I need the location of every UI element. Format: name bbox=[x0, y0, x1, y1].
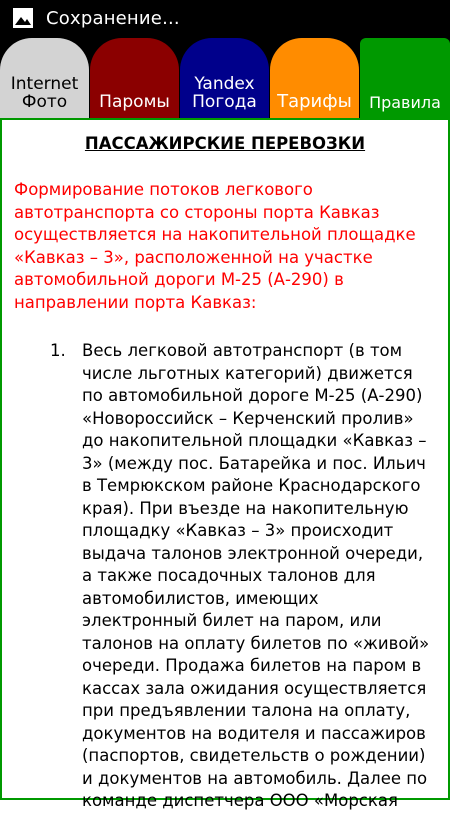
tab-internet-line1: Internet bbox=[10, 73, 79, 94]
image-icon bbox=[12, 7, 34, 29]
intro-paragraph: Формирование потоков легкового автотранспорта со стороны порта Кавказ осуществляется на накопительной площадке «Кавказ – 3», расположенной на участке автомобильной дороги М-25 (А-290) в направлении порта Кавказ: bbox=[14, 180, 416, 312]
list-item-text: Весь легковой автотранспорт (в том числе льготных категорий) движется по автомобильной дороге М-25 (А-290) «Новороссийск – Керченский пролив» до накопительной площадки «Кавказ – 3» (между пос. Батарейка и пос. Ильич в Темрюкском районе Краснодарского края). При въезде на накопительную площадку «Кавказ – 3» происходит выдача талонов электронной очереди, а также посадочных талонов для автомобилистов, имеющих электронный билет на паром, или талонов на оплату билетов по «живой» очереди. Продажа билетов на паром в кассах зала ожидания осуществляется при предъявлении талона на оплату, документов на водителя и пассажиров (паспортов, свидетельств о рождении) и документов на автомобиль. Далее по команде диспетчера ООО «Морская bbox=[82, 341, 430, 810]
tab-tariffs-label: Тарифы bbox=[277, 91, 352, 113]
list-item bbox=[2, 340, 448, 813]
status-bar bbox=[0, 0, 450, 36]
tab-bar bbox=[0, 36, 450, 118]
tab-ferries[interactable] bbox=[90, 38, 179, 118]
page-title: ПАССАЖИРСКИЕ ПЕРЕВОЗКИ bbox=[84, 134, 366, 153]
tab-yandex-weather[interactable] bbox=[180, 38, 269, 118]
tab-rules-label: Правила bbox=[369, 93, 441, 113]
tab-rules[interactable] bbox=[360, 38, 450, 118]
tab-internet-line2: Фото bbox=[21, 92, 68, 113]
tab-ferries-label: Паромы bbox=[99, 92, 170, 113]
tab-yandex-line2: Погода bbox=[192, 92, 257, 113]
tab-internet-photo[interactable] bbox=[0, 38, 89, 118]
tab-yandex-line1: Yandex bbox=[194, 73, 255, 94]
tab-tariffs[interactable] bbox=[270, 38, 359, 118]
list-item-number: 1. bbox=[50, 341, 66, 360]
status-title: Сохранение... bbox=[46, 7, 180, 29]
rules-content-panel[interactable] bbox=[0, 118, 450, 810]
